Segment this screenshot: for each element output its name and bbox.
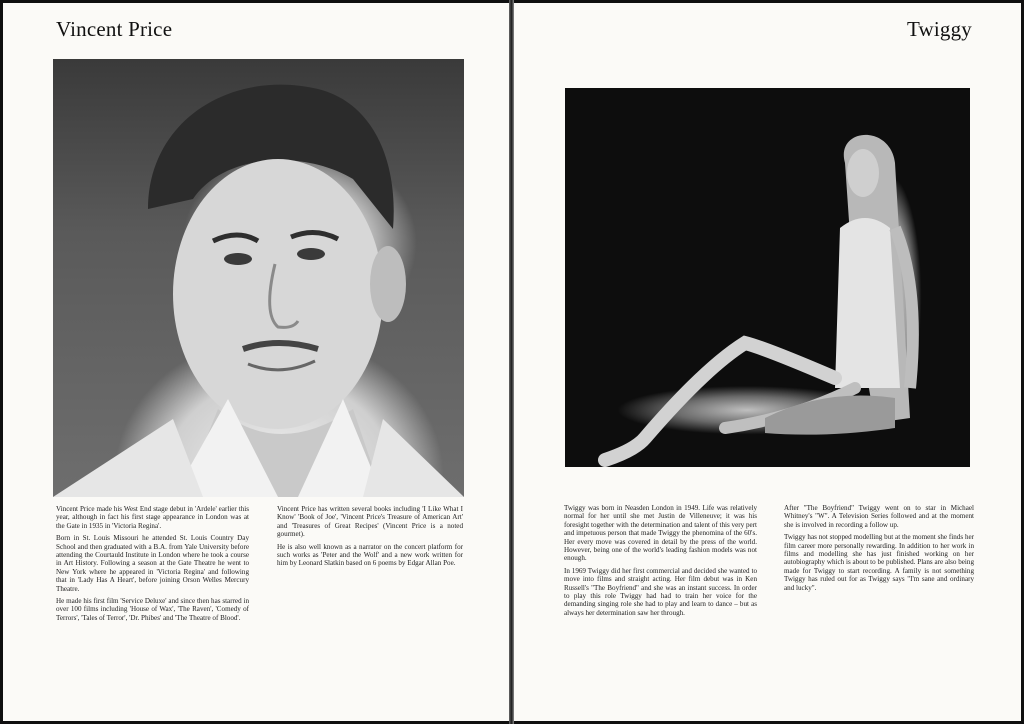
paragraph: Vincent Price made his West End stage debut in 'Ardele' earlier this year, although in fact his first stage appearance in London was at the Gate in 1935 in 'Victoria Regina'. <box>56 505 249 530</box>
left-page <box>3 3 509 721</box>
paragraph: He is also well known as a narrator on the concert platform for such works as 'Peter and the Wolf' and a new work written for him by Leonard Slatkin based on 6 poems by Edgar Allan Poe. <box>277 542 463 568</box>
paragraph: Twiggy has not stopped modelling but at the moment she finds her film career more personally rewarding. In addition to her work in films and modelling she has just finished working on her autobiography which is about to be published. Plans are also being made for Twiggy to start recording. A family is not something Twiggy has ruled out for as Twiggy says "I'm sane and ordinary and lucky". <box>784 533 974 592</box>
page-title: Twiggy <box>906 17 972 41</box>
paragraph: After "The Boyfriend" Twiggy went on to star in Michael Whitney's "W". A Television Series followed and at the moment she is involved in recording a follow up. <box>784 504 974 529</box>
twiggy-bio-column-1 <box>564 504 757 621</box>
right-page <box>514 3 1021 721</box>
paragraph: Twiggy was born in Neasden London in 1949. Life was relatively normal for her until she met Justin de Villeneuve; it was his foresight together with the determination and talent of this very pert and impetuous person that made Twiggy the phenomina of the 60's. Her every move was covered in detail by the press of the world. However, being one of the world's leading fashion models was not enough. <box>564 504 757 563</box>
twiggy-photo <box>565 88 970 467</box>
vincent-price-bio-column-2 <box>277 505 463 572</box>
portrait-illustration <box>53 59 464 497</box>
twiggy-bio-column-2 <box>784 504 974 596</box>
vincent-price-bio-column-1 <box>56 505 249 626</box>
paragraph: He made his first film 'Service Deluxe' and since then has starred in over 100 films including 'House of Wax', 'The Raven', 'Comedy of Terrors', 'Tales of Terror', 'Dr. Phibes' and 'The Theatre of Blood'. <box>56 597 249 622</box>
paragraph: In 1969 Twiggy did her first commercial and decided she wanted to move into films and straight acting. Her film debut was in Ken Russell's "The Boyfriend" and she was an instant success. In order to play this role Twiggy had had to train her voice for the demanding singing role she had to play and learn to dance – but as always her determination saw her through. <box>564 566 757 617</box>
page-title: Vincent Price <box>56 17 173 41</box>
vincent-price-photo <box>53 59 464 497</box>
paragraph: Born in St. Louis Missouri he attended St. Louis Country Day School and then graduated with a B.A. from Yale University before attending the Courtauld Institute in London where he took a course in Art History. Following a season at the Gate Theatre he went to New York where he appeared in 'Victoria Regina' and following that in 'Lady Has A Heart', before joining Orson Welles Mercury Theatre. <box>56 534 249 593</box>
portrait-illustration <box>565 88 970 467</box>
paragraph: Vincent Price has written several books including 'I Like What I Know' 'Book of Joe', 'Vincent Price's Treasure of American Art' and 'Treasures of Great Recipes' (Vincent Price is a noted gourmet). <box>277 505 463 539</box>
